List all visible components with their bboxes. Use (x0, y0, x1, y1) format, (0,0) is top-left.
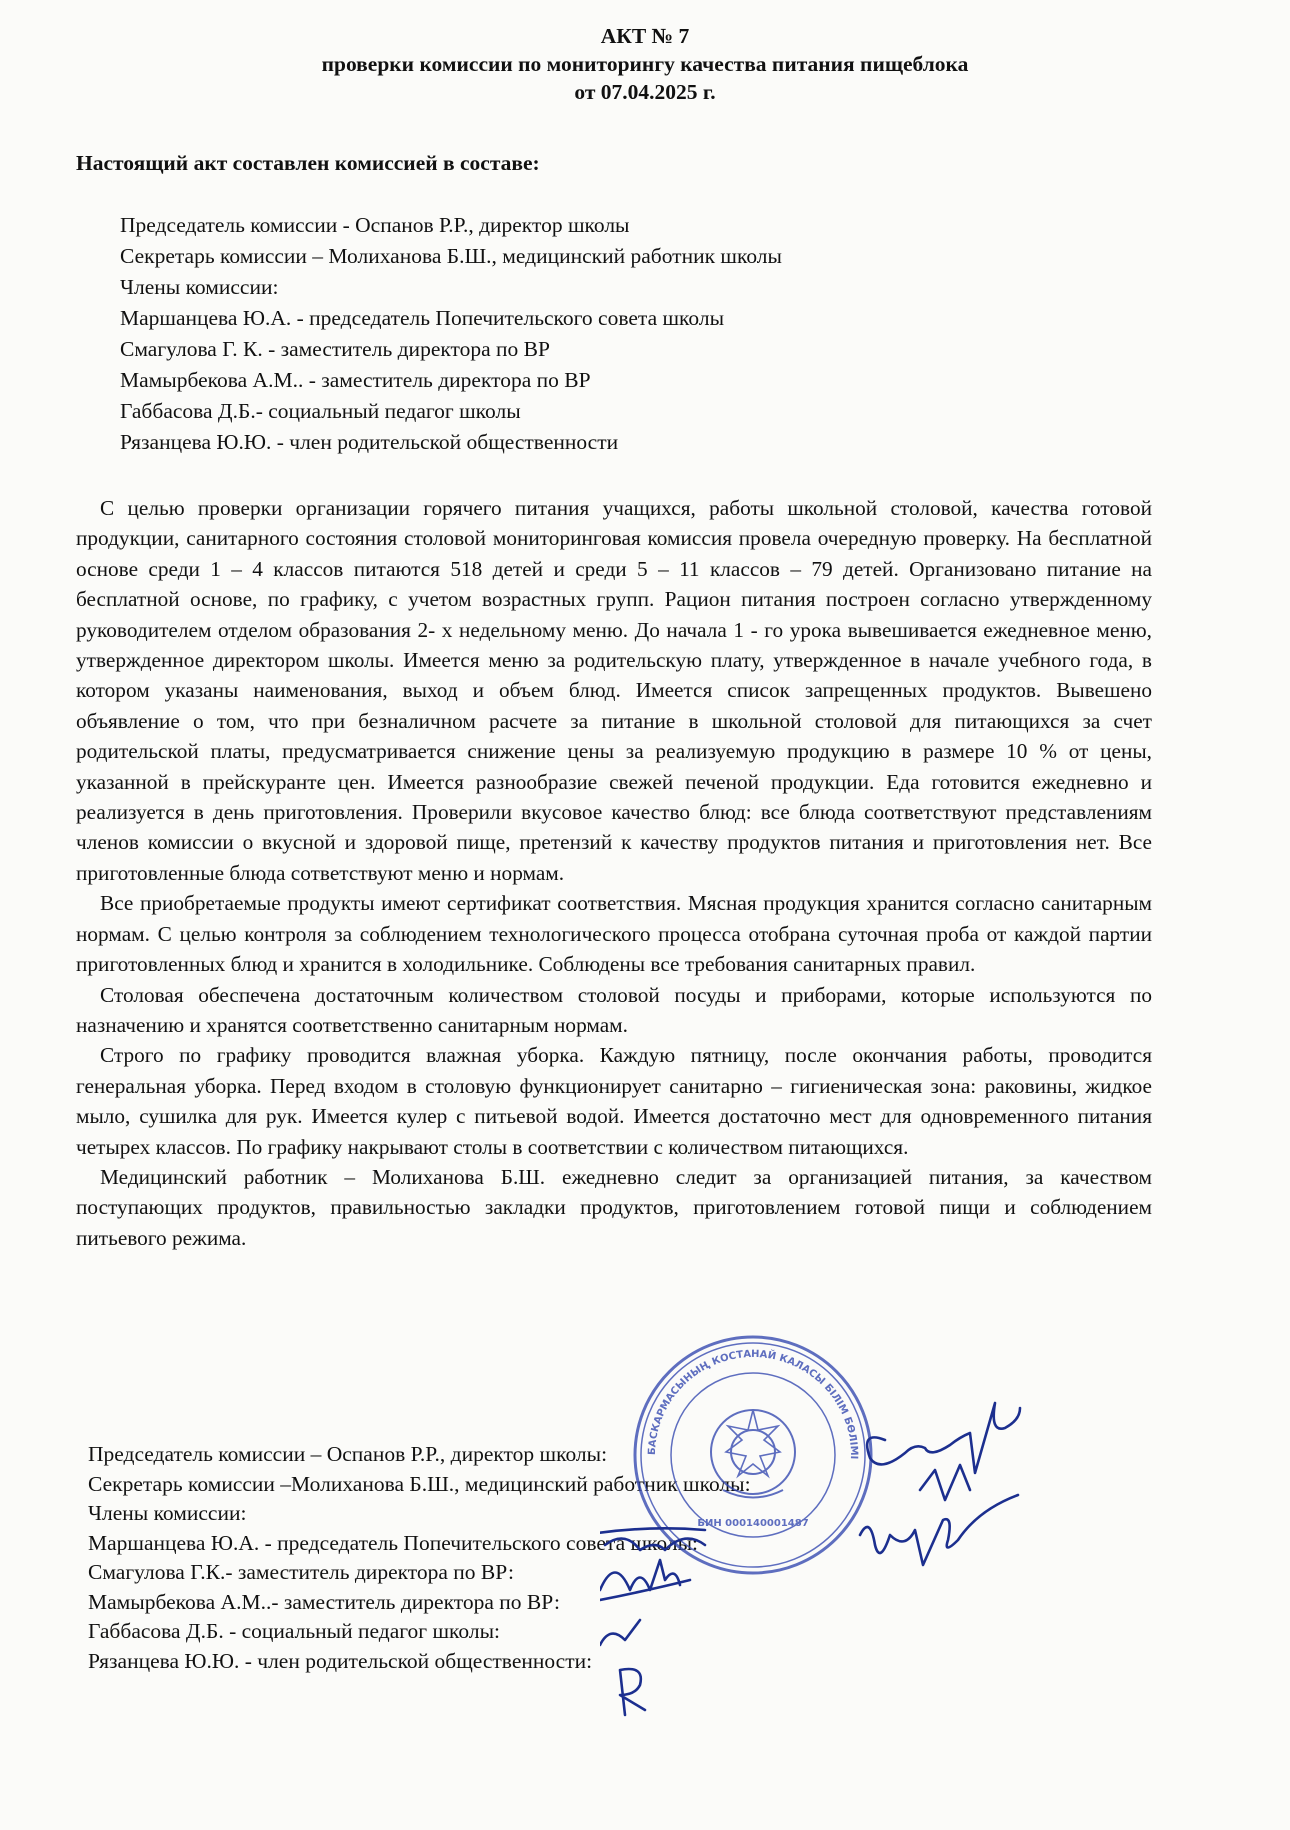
sign-secretary: Секретарь комиссии –Молиханова Б.Ш., медицинский работник школы: (88, 1471, 751, 1496)
sign-member: Рязанцева Ю.Ю. - член родительской общественности: (88, 1648, 593, 1673)
document-title (0, 22, 1290, 106)
signature-chairman (867, 1403, 1020, 1473)
paragraph-cleaning: Строго по графику проводится влажная уборка. Каждую пятницу, после окончания работы, проводится генеральная уборка. Перед входом в столовую функционирует санитарно – гигиеническая зона: раковины, жидкое мыло, сушилка для рук. Имеется кулер с питьевой водой. Имеется достаточно мест для одновременного питания четырех классов. По графику накрывают столы в соответствии с количеством питающихся. (76, 1043, 1152, 1159)
stamp-inner-text: БИН 000140001487 (697, 1518, 809, 1529)
member-item: Маршанцева Ю.А. - председатель Попечительского совета школы (120, 306, 725, 330)
signature-smagulova (600, 1528, 705, 1550)
signature-gabbasova (600, 1615, 640, 1645)
signature-secretary (920, 1465, 970, 1500)
member-item: Габбасова Д.Б.- социальный педагог школы (120, 399, 521, 423)
commission-members (120, 210, 782, 458)
commission-intro: Настоящий акт составлен комиссией в составе: (76, 151, 540, 175)
paragraph-dishes: Столовая обеспечена достаточным количеством столовой посуды и приборами, которые используются по назначению и хранятся соответственно санитарным нормам. (76, 982, 1152, 1037)
sign-member: Габбасова Д.Б. - социальный педагог школы: (88, 1619, 501, 1643)
signature-mamyrbekova (600, 1560, 690, 1600)
member-item: Смагулова Г. К. - заместитель директора по ВР (120, 337, 550, 361)
sign-member: Маршанцева Ю.А. - председатель Попечительского совета школы: (88, 1530, 699, 1555)
paragraph-products: Все приобретаемые продукты имеют сертификат соответствия. Мясная продукция хранится согласно санитарным нормам. С целью контроля за соблюдением технологического процесса отобрана суточная проба от каждой партии приготовленных блюд и хранится в холодильнике. Соблюдены все требования санитарных правил. (76, 891, 1152, 977)
paragraph-medical: Медицинский работник – Молиханова Б.Ш. ежедневно следит за организацией питания, за качеством поступающих продуктов, правильностью закладки продуктов, приготовлением готовой пищи и соблюдением питьевого режима. (76, 1164, 1152, 1250)
sign-member: Смагулова Г.К.- заместитель директора по ВР: (88, 1560, 515, 1584)
sign-chairman: Председатель комиссии – Оспанов Р.Р., директор школы: (88, 1442, 608, 1466)
paragraph-inspection: С целью проверки организации горячего питания учащихся, работы школьной столовой, качества готовой продукции, санитарного состояния столовой мониторинговая комиссия провела очередную проверку. На бесплатной основе среди 1 – 4 классов питаются 518 детей и среди 5 – 11 классов – 79 детей. Организовано питание на бесплатной основе, по графику, с учетом возрастных групп. Рацион питания построен согласно утвержденному руководителем отделом образования 2- х недельному меню. До начала 1 - го урока вывешивается ежедневное меню, утвержденное директором школы. Имеется меню за родительскую плату, утвержденное в начале учебного года, в котором указаны наименования, выход и объем блюд. Имеется список запрещенных продуктов. Вывешено объявление о том, что при безналичном расчете за питание в школьной столовой для питающихся за счет родительской платы, предусматривается снижение цены за реализуемую продукцию в размере 10 % от цены, указанной в прейскуранте цен. Имеется разнообразие свежей печеной продукции. Еда готовится ежедневно и реализуется в день приготовления. Проверили вкусовое качество блюд: все блюда соответствуют представлениям членов комиссии о вкусной и здоровой пище, претензий к качеству продуктов питания и приготовления нет. Все приготовленные блюда сответствуют меню и нормам. (76, 496, 1152, 885)
sign-members-heading: Члены комиссии: (88, 1501, 247, 1525)
act-subject: проверки комиссии по мониторингу качества питания пищеблока (321, 52, 969, 76)
act-number: АКТ № 7 (600, 24, 690, 48)
member-secretary: Секретарь комиссии – Молиханова Б.Ш., медицинский работник школы (120, 244, 782, 268)
handwritten-signatures (600, 1395, 1070, 1725)
members-heading: Члены комиссии: (120, 275, 279, 299)
act-date: от 07.04.2025 г. (574, 80, 716, 104)
signature-ryazantseva (620, 1669, 645, 1715)
member-item: Мамырбекова А.М.. - заместитель директора по ВР (120, 368, 591, 392)
stamp-ring-text: БАСКАРМАСЫНЫҢ КОСТАНАЙ КАЛАСЫ БІЛІМ БӨЛІМІ (646, 1348, 860, 1460)
signature-marshantseva (860, 1495, 1018, 1565)
member-chairman: Председатель комиссии - Оспанов Р.Р., директор школы (120, 213, 630, 237)
member-item: Рязанцева Ю.Ю. - член родительской общественности (120, 430, 619, 454)
sign-member: Мамырбекова А.М..- заместитель директора по ВР: (88, 1589, 560, 1614)
act-body (76, 493, 1152, 1253)
